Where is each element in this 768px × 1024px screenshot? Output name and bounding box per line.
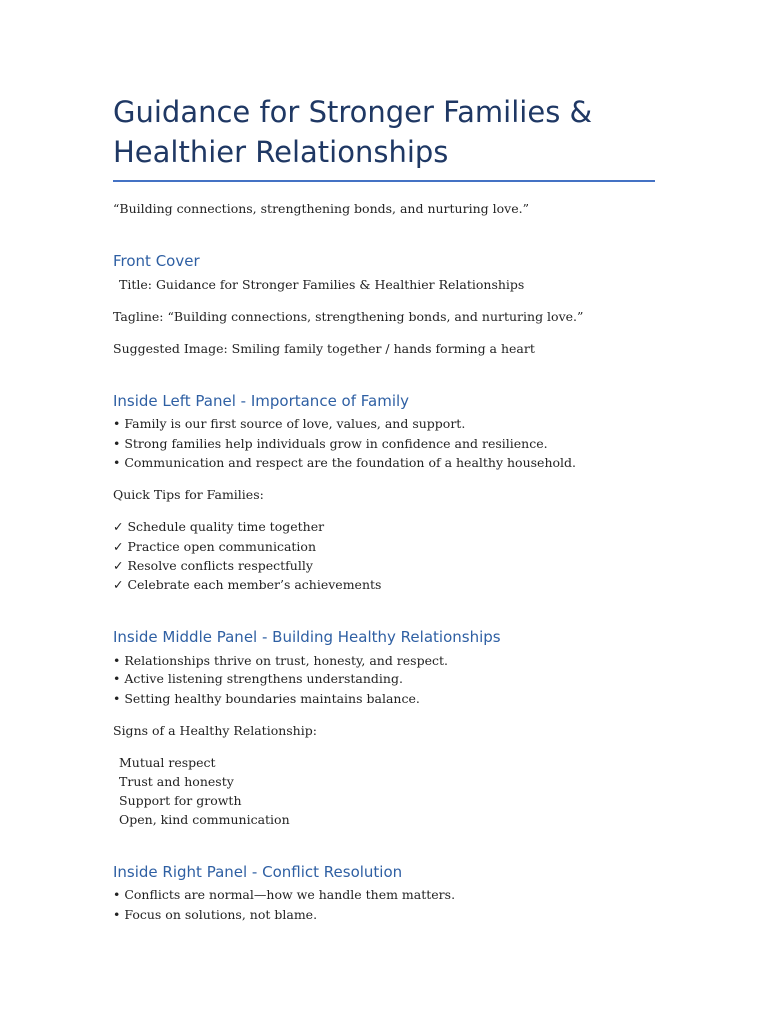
- tip-item: ✓ Resolve conflicts respectfully: [113, 558, 313, 573]
- front-cover-heading: Front Cover: [113, 252, 200, 270]
- front-cover-title-line: Title: Guidance for Stronger Families & Healthier Relationships: [119, 277, 525, 292]
- list-item: • Communication and respect are the foundation of a healthy household.: [113, 455, 576, 470]
- tip-item: ✓ Celebrate each member’s achievements: [113, 577, 382, 592]
- list-item: • Conflicts are normal—how we handle them matters.: [113, 887, 456, 902]
- title-line-2: Healthier Relationships: [113, 135, 449, 169]
- front-cover-image-line: Suggested Image: Smiling family together / hands forming a heart: [113, 341, 535, 356]
- document-tagline: “Building connections, strengthening bonds, and nurturing love.”: [113, 201, 529, 216]
- document-title: [113, 92, 658, 172]
- list-item: • Strong families help individuals grow in confidence and resilience.: [113, 436, 548, 451]
- title-line-1: Guidance for Stronger Families &: [113, 95, 593, 129]
- right-panel-heading: Inside Right Panel - Conflict Resolution: [113, 863, 403, 881]
- tips-label: Quick Tips for Families:: [113, 487, 264, 502]
- list-item: • Active listening strengthens understanding.: [113, 671, 403, 686]
- list-item: • Family is our first source of love, values, and support.: [113, 416, 466, 431]
- signs-label: Signs of a Healthy Relationship:: [113, 723, 317, 738]
- sign-item: Trust and honesty: [119, 774, 234, 789]
- sign-item: Support for growth: [119, 793, 242, 808]
- list-item: • Focus on solutions, not blame.: [113, 907, 318, 922]
- sign-item: Mutual respect: [119, 755, 216, 770]
- front-cover-tagline-line: Tagline: “Building connections, strengthening bonds, and nurturing love.”: [113, 309, 584, 324]
- list-item: • Relationships thrive on trust, honesty, and respect.: [113, 653, 448, 668]
- sign-item: Open, kind communication: [119, 812, 290, 827]
- tip-item: ✓ Schedule quality time together: [113, 519, 325, 534]
- tip-item: ✓ Practice open communication: [113, 539, 317, 554]
- list-item: • Setting healthy boundaries maintains balance.: [113, 691, 420, 706]
- middle-panel-heading: Inside Middle Panel - Building Healthy Relationships: [113, 628, 501, 646]
- title-divider: [113, 180, 655, 182]
- left-panel-heading: Inside Left Panel - Importance of Family: [113, 392, 410, 410]
